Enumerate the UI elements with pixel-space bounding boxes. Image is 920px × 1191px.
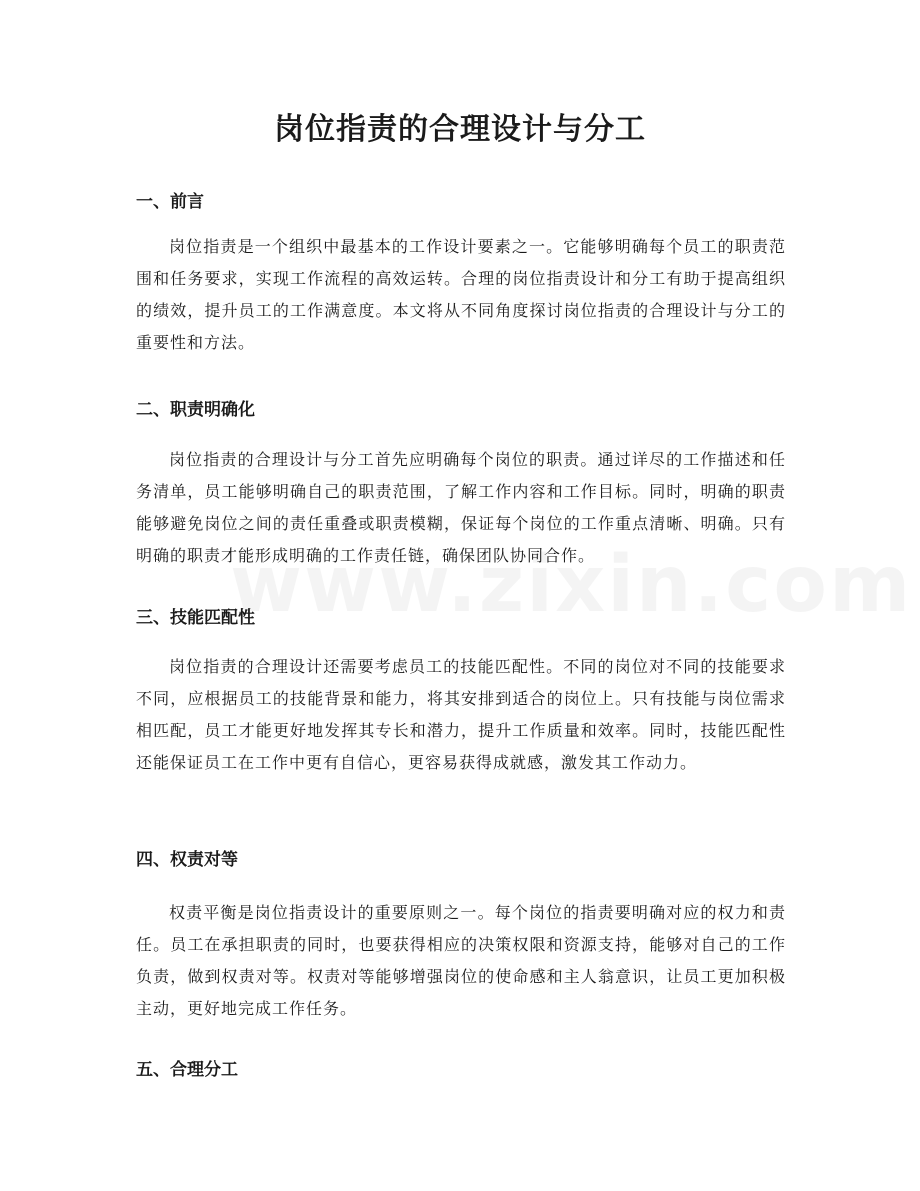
section-body-2: 岗位指责的合理设计与分工首先应明确每个岗位的职责。通过详尽的工作描述和任务清单，员工能够明确自己的职责范围，了解工作内容和工作目标。同时，明确的职责能够避免岗位之间的责任重叠或职责模糊，保证每个岗位的工作重点清晰、明确。只有明确的职责才能形成明确的工作责任链，确保团队协同合作。 (136, 450, 786, 565)
section-heading-5: 五、合理分工 (136, 1060, 238, 1080)
section-body-1: 岗位指责是一个组织中最基本的工作设计要素之一。它能够明确每个员工的职责范围和任务要求，实现工作流程的高效运转。合理的岗位指责设计和分工有助于提高组织的绩效，提升员工的工作满意度。本文将从不同角度探讨岗位指责的合理设计与分工的重要性和方法。 (136, 237, 786, 352)
section-heading-4: 四、权责对等 (136, 850, 238, 870)
document-title: 岗位指责的合理设计与分工 (274, 112, 646, 147)
section-heading-3: 三、技能匹配性 (136, 608, 255, 628)
section-body-4: 权责平衡是岗位指责设计的重要原则之一。每个岗位的指责要明确对应的权力和责任。员工在承担职责的同时，也要获得相应的决策权限和资源支持，能够对自己的工作负责，做到权责对等。权责对等能够增强岗位的使命感和主人翁意识，让员工更加积极主动，更好地完成工作任务。 (136, 903, 786, 1018)
section-heading-1: 一、前言 (136, 192, 204, 212)
section-heading-2: 二、职责明确化 (136, 400, 255, 420)
section-body-3: 岗位指责的合理设计还需要考虑员工的技能匹配性。不同的岗位对不同的技能要求不同，应根据员工的技能背景和能力，将其安排到适合的岗位上。只有技能与岗位需求相匹配，员工才能更好地发挥其专长和潜力，提升工作质量和效率。同时，技能匹配性还能保证员工在工作中更有自信心，更容易获得成就感，激发其工作动力。 (136, 657, 786, 772)
